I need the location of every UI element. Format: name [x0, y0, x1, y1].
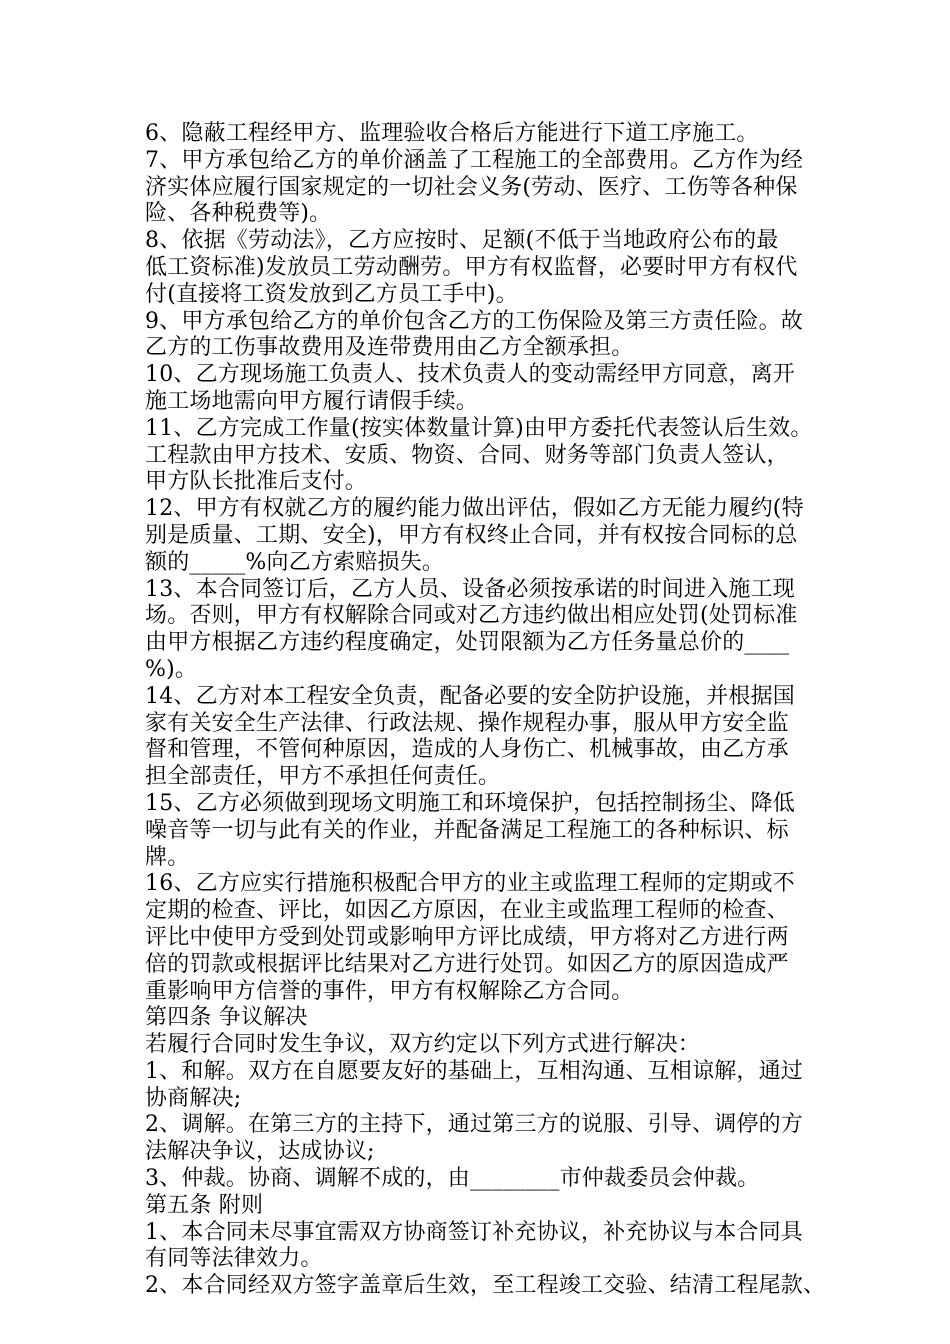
text-line: 2、调解。在第三方的主持下，通过第三方的说服、引导、调停的方 — [145, 1112, 803, 1138]
text-line: 担全部责任，甲方不承担任何责任。 — [145, 764, 501, 790]
text-line: 险、各种税费等)。 — [145, 201, 332, 227]
text-line: 3、仲裁。协商、调解不成的，由________市仲裁委员会仲裁。 — [145, 1166, 760, 1192]
document-body — [145, 121, 825, 1300]
text-line: 督和管理，不管何种原因，造成的人身伤亡、机械事故，由乙方承 — [145, 737, 789, 763]
text-line: 别是质量、工期、安全)，甲方有权终止合同，并有权按合同标的总 — [145, 522, 798, 548]
text-line: 协商解决; — [145, 1085, 242, 1111]
text-line: 额的_____%向乙方索赔损失。 — [145, 549, 445, 575]
text-line: 倍的罚款或根据评比结果对乙方进行处罚。如因乙方的原因造成严 — [145, 951, 789, 977]
text-line: 若履行合同时发生争议，双方约定以下列方式进行解决： — [145, 1032, 701, 1058]
text-line: 家有关安全生产法律、行政法规、操作规程办事，服从甲方安全监 — [145, 710, 789, 736]
text-line: 11、乙方完成工作量(按实体数量计算)由甲方委托代表签认后生效。 — [145, 415, 813, 441]
text-line: 1、和解。双方在自愿要友好的基础上，互相沟通、互相谅解，通过 — [145, 1058, 803, 1084]
text-line: 16、乙方应实行措施积极配合甲方的业主或监理工程师的定期或不 — [145, 871, 795, 897]
text-line: 济实体应履行国家规定的一切社会义务(劳动、医疗、工伤等各种保 — [145, 174, 798, 200]
text-line: 13、本合同签订后，乙方人员、设备必须按承诺的时间进入施工现 — [145, 576, 795, 602]
text-line: 15、乙方必须做到现场文明施工和环境保护，包括控制扬尘、降低 — [145, 790, 795, 816]
text-line: 甲方队长批准后支付。 — [145, 469, 368, 495]
text-line: 9、甲方承包给乙方的单价包含乙方的工伤保险及第三方责任险。故 — [145, 308, 803, 334]
text-line: 有同等法律效力。 — [145, 1246, 323, 1272]
text-line: 法解决争议，达成协议; — [145, 1139, 375, 1165]
text-line: 场。否则，甲方有权解除合同或对乙方违约做出相应处罚(处罚标准 — [145, 603, 798, 629]
text-line: 工程款由甲方技术、安质、物资、合同、财务等部门负责人签认， — [145, 442, 789, 468]
section-heading: 第五条 附则 — [145, 1192, 264, 1218]
text-line: %)。 — [145, 656, 198, 682]
text-line: 2、本合同经双方签字盖章后生效，至工程竣工交验、结清工程尾款、 — [145, 1273, 826, 1299]
text-line: 定期的检查、评比，如因乙方原因，在业主或监理工程师的检查、 — [145, 898, 789, 924]
text-line: 1、本合同未尽事宜需双方协商签订补充协议，补充协议与本合同具 — [145, 1219, 803, 1245]
text-line: 8、依据《劳动法》，乙方应按时、足额(不低于当地政府公布的最 — [145, 228, 779, 254]
text-line: 6、隐蔽工程经甲方、监理验收合格后方能进行下道工序施工。 — [145, 121, 759, 146]
text-line: 7、甲方承包给乙方的单价涵盖了工程施工的全部费用。乙方作为经 — [145, 147, 803, 173]
text-line: 由甲方根据乙方违约程度确定，处罚限额为乙方任务量总价的____ — [145, 630, 790, 656]
text-line: 10、乙方现场施工负责人、技术负责人的变动需经甲方同意，离开 — [145, 362, 795, 388]
text-line: 施工场地需向甲方履行请假手续。 — [145, 388, 479, 414]
text-line: 牌。 — [145, 844, 190, 870]
text-line: 14、乙方对本工程安全负责，配备必要的安全防护设施，并根据国 — [145, 683, 795, 709]
section-heading: 第四条 争议解决 — [145, 1005, 308, 1031]
text-line: 付(直接将工资发放到乙方员工手中)。 — [145, 281, 518, 307]
text-line: 重影响甲方信誉的事件，甲方有权解除乙方合同。 — [145, 978, 634, 1004]
text-line: 低工资标准)发放员工劳动酬劳。甲方有权监督，必要时甲方有权代 — [145, 254, 798, 280]
text-line: 乙方的工伤事故费用及连带费用由乙方全额承担。 — [145, 335, 634, 361]
text-line: 噪音等一切与此有关的作业，并配备满足工程施工的各种标识、标 — [145, 817, 789, 843]
text-line: 12、甲方有权就乙方的履约能力做出评估，假如乙方无能力履约(特 — [145, 496, 804, 522]
text-line: 评比中使甲方受到处罚或影响甲方评比成绩，甲方将对乙方进行两 — [145, 924, 789, 950]
